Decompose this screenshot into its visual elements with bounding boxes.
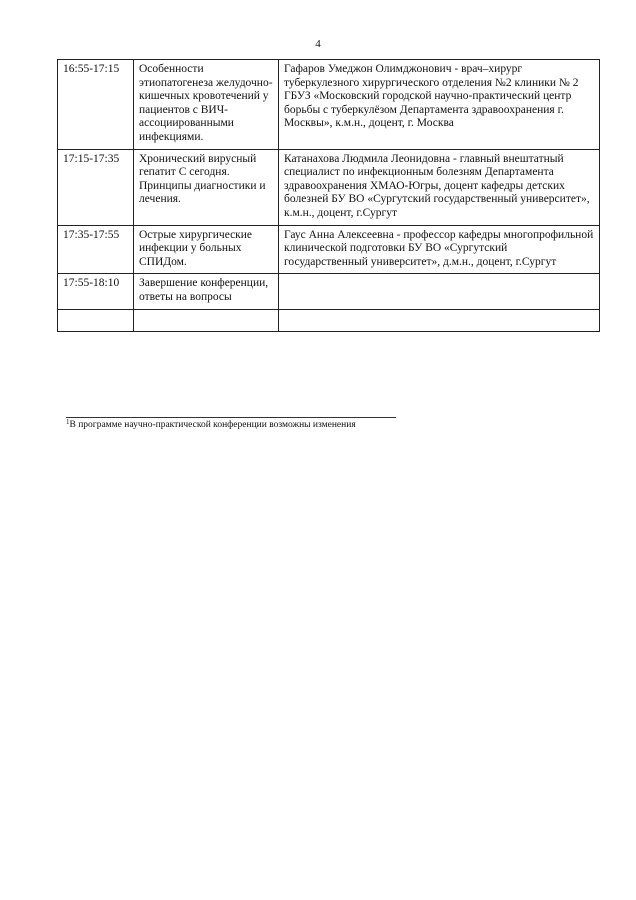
- speaker-cell: [279, 274, 600, 309]
- footnote-text: В программе научно-практической конференции возможны изменения: [69, 420, 356, 430]
- speaker-cell: [279, 309, 600, 331]
- table-row: [58, 274, 600, 309]
- speaker-cell: Катанахова Людмила Леонидовна - главный внештатный специалист по инфекционным болезням Департамента здравоохранения ХМАО-Югры, доцент кафедры детских болезней БУ ВО «Сургутский государственный университет», к.м.н., доцент, г.Сургут: [279, 149, 600, 225]
- speaker-cell: Гафаров Умеджон Олимджонович - врач–хирург туберкулезного хирургического отделения №2 клиники № 2 ГБУЗ «Московский городской научно-практический центр борьбы с туберкулёзом Департамента здравоохранения г. Москвы», к.м.н., доцент, г. Москва: [279, 60, 600, 150]
- page-number: 4: [315, 38, 321, 50]
- time-cell: 16:55-17:15: [58, 60, 134, 150]
- time-cell: [58, 309, 134, 331]
- time-cell: 17:15-17:35: [58, 149, 134, 225]
- topic-cell: Завершение конференции, ответы на вопросы: [134, 274, 279, 309]
- speaker-cell: Гаус Анна Алексеевна - профессор кафедры многопрофильной клинической подготовки БУ ВО «Сургутский государственный университет», д.м.н., доцент, г.Сургут: [279, 225, 600, 274]
- table-row: [58, 225, 600, 274]
- schedule-table: [57, 59, 600, 332]
- table-row: [58, 60, 600, 150]
- topic-cell: Хронический вирусный гепатит С сегодня. Принципы диагностики и лечения.: [134, 149, 279, 225]
- topic-cell: [134, 309, 279, 331]
- footnote-divider: [66, 417, 396, 418]
- topic-cell: Острые хирургические инфекции у больных СПИДом.: [134, 225, 279, 274]
- time-cell: 17:55-18:10: [58, 274, 134, 309]
- footnote: [66, 419, 356, 431]
- footnote-marker: 1: [66, 418, 70, 426]
- table-row-empty: [58, 309, 600, 331]
- table-row: [58, 149, 600, 225]
- topic-cell: Особенности этиопатогенеза желудочно-кишечных кровотечений у пациентов с ВИЧ-ассоциированными инфекциями.: [134, 60, 279, 150]
- time-cell: 17:35-17:55: [58, 225, 134, 274]
